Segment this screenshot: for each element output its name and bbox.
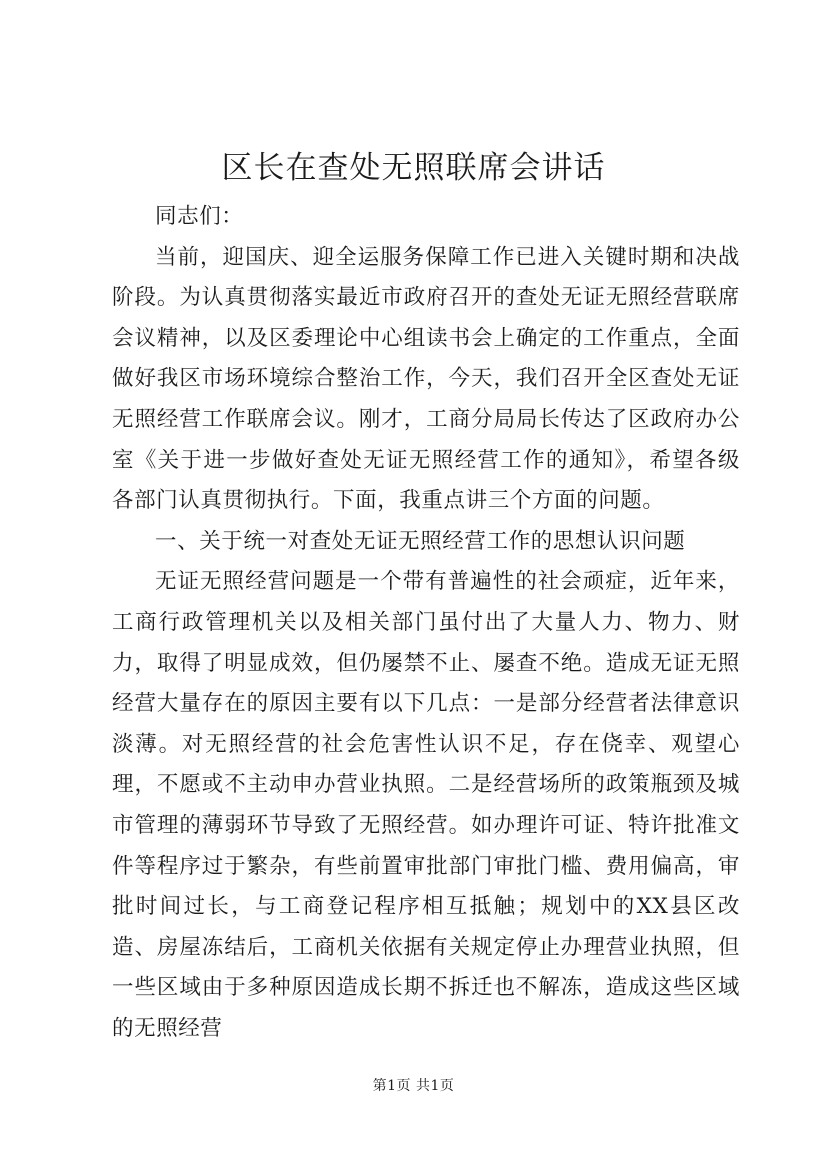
document-title: 区长在查处无照联席会讲话 (221, 150, 606, 186)
page-footer: 第1页 共1页 (372, 1078, 455, 1094)
document-body (112, 197, 740, 1049)
paragraph-intro: 当前，迎国庆、迎全运服务保障工作已进入关键时期和决战阶段。为认真贯彻落实最近市政府召开的查处无证无照经营联席会议精神，以及区委理论中心组读书会上确定的工作重点，全面做好我区市场环境综合整治工作，今天，我们召开全区查处无证无照经营工作联席会议。刚才，工商分局局长传达了区政府办公室《关于进一步做好查处无证无照经营工作的通知》，希望各级各部门认真贯彻执行。下面，我重点讲三个方面的问题。 (112, 244, 740, 514)
section-heading-1: 一、关于统一对查处无证无照经营工作的思想认识问题 (155, 528, 686, 554)
salutation: 同志们： (155, 204, 244, 229)
paragraph-section-1: 无证无照经营问题是一个带有普遍性的社会顽症，近年来，工商行政管理机关以及相关部门虽付出了大量人力、物力、财力，取得了明显成效，但仍屡禁不止、屡查不绝。造成无证无照经营大量存在的原因主要有以下几点：一是部分经营者法律意识淡薄。对无照经营的社会危害性认识不足，存在侥幸、观望心理，不愿或不主动申办营业执照。二是经营场所的政策瓶颈及城市管理的薄弱环节导致了无照经营。如办理许可证、特许批准文件等程序过于繁杂，有些前置审批部门审批门槛、费用偏高，审批时间过长，与工商登记程序相互抵触；规划中的XX县区改造、房屋冻结后，工商机关依据有关规定停止办理营业执照，但一些区域由于多种原因造成长期不拆迁也不解冻，造成这些区域的无照经营 (112, 569, 740, 1041)
